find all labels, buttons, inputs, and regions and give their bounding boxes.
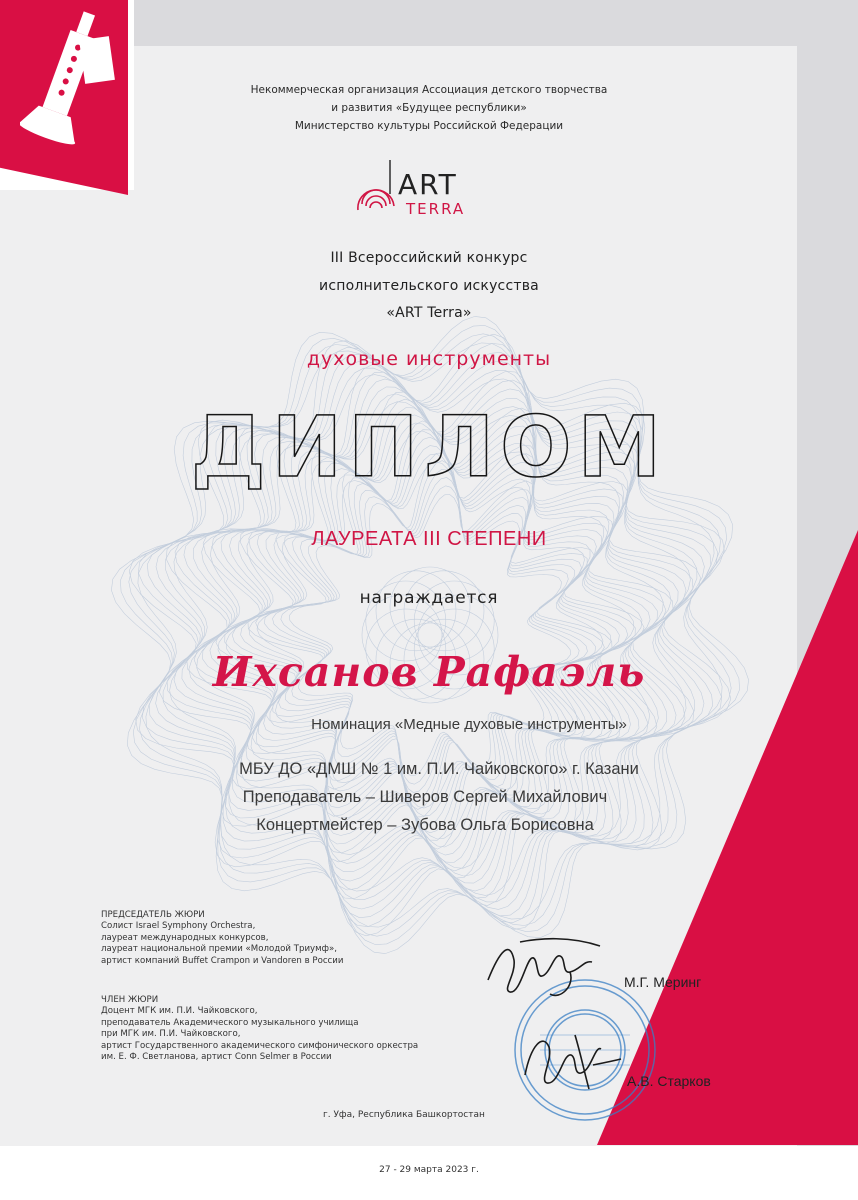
chair-signature-name: М.Г. Меринг xyxy=(624,974,702,990)
diploma-title-text: ДИПЛОМ xyxy=(190,398,668,496)
diploma-title xyxy=(0,398,858,496)
organization-line-3: Министерство культуры Российской Федерации xyxy=(294,120,564,132)
teacher-line: Преподаватель – Шиверов Сергей Михайлович xyxy=(242,788,608,806)
jury-chair-line: лауреат национальной премии «Молодой Триумф», xyxy=(101,944,337,955)
recipient-name: Ихсанов Рафаэль xyxy=(212,648,646,696)
city-label: г. Уфа, Республика Башкортостан xyxy=(323,1110,485,1120)
jury-chair-block xyxy=(101,910,521,967)
organization-line-1: Некоммерческая организация Ассоциация детского творчества xyxy=(250,84,608,96)
category-title: духовые инструменты xyxy=(306,348,552,370)
competition-line-2: исполнительского искусства xyxy=(319,278,539,294)
chair-signature xyxy=(480,930,620,1010)
competition-line-1: III Всероссийский конкурс xyxy=(330,250,528,266)
jury-member-line: им. Е. Ф. Светланова, артист Conn Selmer в России xyxy=(101,1052,332,1063)
member-signature-name: А.В. Старков xyxy=(627,1073,711,1089)
logo-text-art: ART xyxy=(398,168,458,201)
jury-chair-line: лауреат международных конкурсов, xyxy=(101,932,269,943)
jury-member-line: Доцент МГК им. П.И. Чайковского, xyxy=(101,1006,258,1017)
jury-member-block xyxy=(101,995,521,1063)
organization-line-2: и развития «Будущее республики» xyxy=(331,102,527,114)
degree-title: ЛАУРЕАТА III СТЕПЕНИ xyxy=(311,528,547,550)
jury-chair-role: ПРЕДСЕДАТЕЛЬ ЖЮРИ xyxy=(101,910,205,920)
competition-line-3: «ART Terra» xyxy=(386,305,472,321)
logo-text-terra: TERRA xyxy=(406,200,466,218)
member-signature xyxy=(515,1025,625,1095)
jury-chair-line: Солист Israel Symphony Orchestra, xyxy=(101,921,256,932)
school-line: МБУ ДО «ДМШ № 1 им. П.И. Чайковского» г. Казани xyxy=(239,760,639,778)
awarded-label: награждается xyxy=(359,588,499,608)
art-terra-logo xyxy=(352,154,492,228)
jury-member-role: ЧЛЕН ЖЮРИ xyxy=(101,995,159,1005)
jury-member-line: при МГК им. П.И. Чайковского, xyxy=(101,1029,241,1040)
dates-label: 27 - 29 марта 2023 г. xyxy=(379,1165,479,1175)
jury-member-line: преподаватель Академического музыкального училища xyxy=(101,1017,359,1028)
jury-chair-line: артист компаний Buffet Crampon и Vandoren в России xyxy=(101,955,344,966)
jury-member-line: артист Государственного академического симфонического оркестра xyxy=(101,1040,419,1051)
nomination: Номинация «Медные духовые инструменты» xyxy=(311,716,627,733)
accompanist-line: Концертмейстер – Зубова Ольга Борисовна xyxy=(256,816,594,834)
